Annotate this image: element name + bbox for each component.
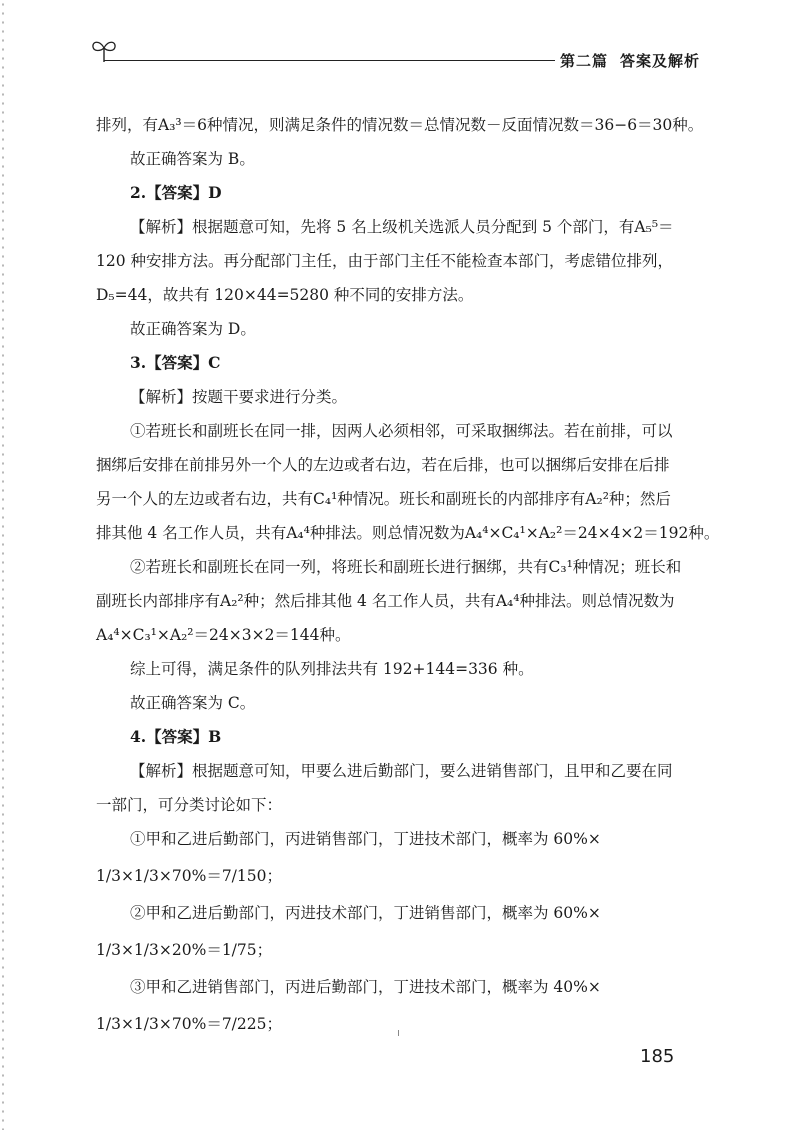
conclusion-line: 故正确答案为 C。 (130, 694, 256, 712)
conclusion-line: 故正确答案为 B。 (130, 150, 255, 168)
answer-heading: 4.【答案】B (130, 727, 222, 746)
case-line: ②若班长和副班长在同一列，将班长和副班长进行捆绑，共有C₃¹种情况；班长和 (130, 558, 682, 576)
analysis-line: D₅=44，故共有 120×44=5280 种不同的安排方法。 (96, 286, 474, 304)
case-line: 捆绑后安排在前排另外一个人的左边或者右边，若在后排，也可以捆绑后安排在后排 (96, 456, 670, 474)
header-section: 答案及解析 (619, 52, 700, 70)
case-line: ①甲和乙进后勤部门，丙进销售部门，丁进技术部门，概率为 60%× (130, 830, 601, 848)
running-header (90, 34, 700, 74)
case-line: 另一个人的左边或者右边，共有C₄¹种情况。班长和副班长的内部排序有A₂²种；然后 (96, 490, 671, 508)
answer-heading: 2.【答案】D (130, 183, 222, 202)
fraction-line: 1/3×1/3×20%＝1/75； (96, 941, 273, 959)
body-line: 排列，有A₃³＝6种情况，则满足条件的情况数＝总情况数－反面情况数＝36−6＝30种。 (96, 116, 704, 134)
answer-body (96, 108, 720, 1044)
conclusion-line: 故正确答案为 D。 (130, 320, 256, 338)
case-line: 副班长内部排序有A₂²种；然后排其他 4 名工作人员，共有A₄⁴种排法。则总情况数为 (96, 592, 675, 610)
fraction-line: 1/3×1/3×70%＝7/150； (96, 867, 282, 885)
header-rule (104, 60, 555, 61)
analysis-line: 【解析】根据题意可知，先将 5 名上级机关选派人员分配到 5 个部门，有A₅⁵＝ (130, 218, 674, 236)
scan-edge-dots (0, 0, 6, 1130)
analysis-line: 一部门，可分类讨论如下： (96, 796, 283, 814)
case-line: 排其他 4 名工作人员，共有A₄⁴种排法。则总情况数为A₄⁴×C₄¹×A₂²＝24×4×2＝192种。 (96, 524, 720, 542)
case-line: A₄⁴×C₃¹×A₂²＝24×3×2＝144种。 (96, 626, 351, 644)
analysis-line: 120 种安排方法。再分配部门主任，由于部门主任不能检查本部门，考虑错位排列， (96, 252, 674, 270)
case-line: ③甲和乙进销售部门，丙进后勤部门，丁进技术部门，概率为 40%× (130, 978, 601, 996)
case-line: ②甲和乙进后勤部门，丙进技术部门，丁进销售部门，概率为 60%× (130, 904, 601, 922)
summary-line: 综上可得，满足条件的队列排法共有 192+144=336 种。 (130, 660, 534, 678)
page-number: 185 (640, 1046, 675, 1067)
case-line: ①若班长和副班长在同一排，因两人必须相邻，可采取捆绑法。若在前排，可以 (130, 422, 673, 440)
analysis-line: 【解析】按题干要求进行分类。 (130, 388, 348, 406)
scan-mark (398, 1030, 399, 1036)
header-title (560, 50, 700, 71)
analysis-line: 【解析】根据题意可知，甲要么进后勤部门，要么进销售部门，且甲和乙要在同 (130, 762, 673, 780)
answer-heading: 3.【答案】C (130, 353, 221, 372)
header-part: 第二篇 (559, 52, 608, 70)
fraction-line: 1/3×1/3×70%＝7/225； (96, 1015, 282, 1033)
